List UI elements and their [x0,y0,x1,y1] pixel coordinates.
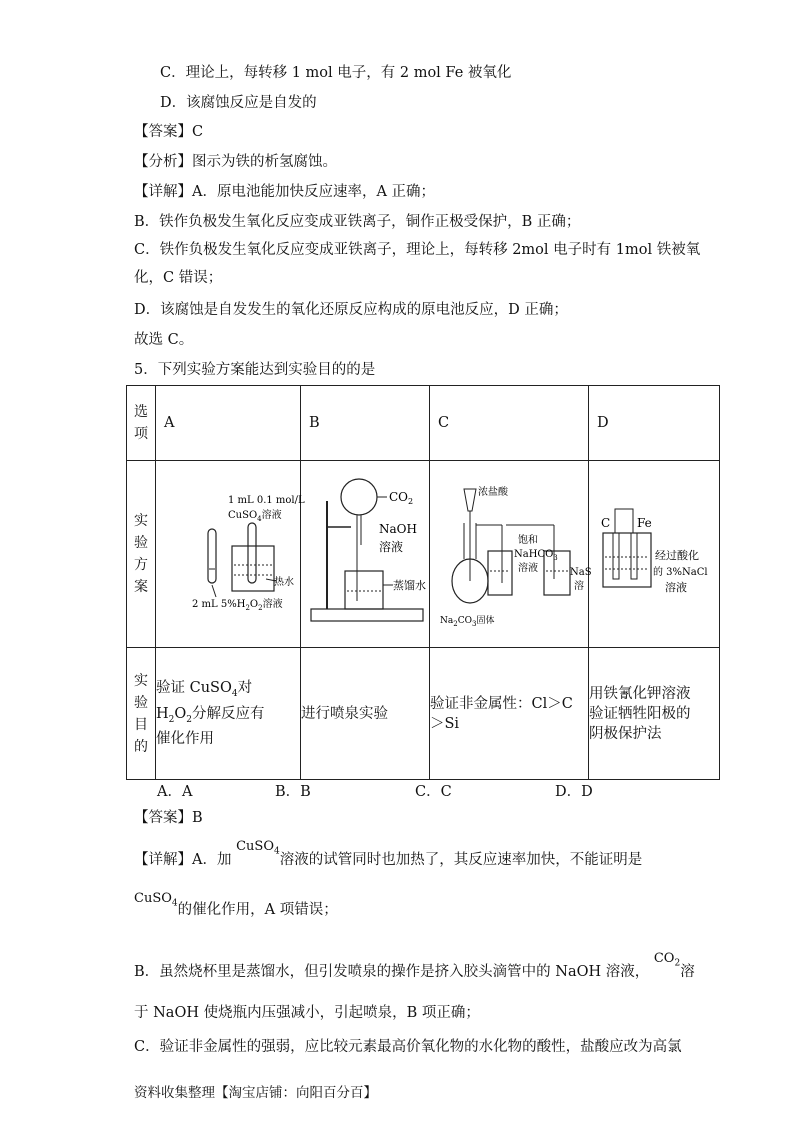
figure-b [301,461,430,648]
detail2-a2: CuSO$_4$的催化作用，A 项错误； [134,891,338,918]
detail-b: B．铁作负极发生氧化反应变成亚铁离子，铜作正极受保护，B 正确； [134,214,581,230]
target-b: 进行喷泉实验 [301,648,430,780]
detail-a: 【详解】A．原电池能加快反应速率，A 正确； [134,184,436,200]
header-d: D [597,415,609,431]
svg-text:溶液: 溶液 [665,581,687,594]
choice-b: B．B [275,784,311,800]
target-a: 验证 CuSO$_4$对 $H_2O_2$分解反应有 催化作用 [156,648,301,780]
choice-a: A．A [157,784,193,800]
option-d: D．该腐蚀反应是自发的 [160,95,317,111]
experiment-table [126,385,720,780]
svg-text:CO2: $CO_2$ [389,490,414,506]
svg-text:蒸馏水: 蒸馏水 [393,579,426,592]
header-c: C [438,415,450,431]
svg-text:饱和: 饱和 [518,535,538,546]
figure-d [589,461,720,648]
detail-d: D．该腐蚀是自发发生的氧化还原反应构成的原电池反应，D 正确； [134,302,568,318]
header-a: A [164,415,175,431]
figure-c [430,461,592,648]
svg-text:C: C [601,516,611,530]
svg-text:的 3%NaCl: 的 3%NaCl [653,567,708,578]
target-d: 用铁氰化钾溶液 验证牺牲阳极的 阴极保护法 [589,648,720,780]
detail-c1: C．铁作负极发生氧化反应变成亚铁离子，理论上，每转移 2mol 电子时有 1mol 铁被氧 [134,242,701,258]
detail2-a: 【详解】A．加 CuSO$_4$溶液的试管同时也加热了，其反应速率加快，不能证明是 [134,839,643,868]
detail2-c: C．验证非金属性的强弱，应比较元素最高价氧化物的水化物的酸性，盐酸应改为高氯 [134,1039,682,1055]
detail-c2: 化，C 错误； [134,270,223,286]
row-label-option: 选项 [127,386,156,461]
svg-text:NaS: NaS [570,567,592,578]
conclusion: 故选 C。 [134,332,194,348]
detail2-b1: B．虽然烧杯里是蒸馏水，但引发喷泉的操作是挤入胶头滴管中的 NaOH 溶液， $CO_2$溶 [134,951,695,980]
svg-text:Na2CO3固体: $Na_2CO_3$固体 [440,616,495,628]
svg-text:热水: 热水 [274,577,294,588]
analysis: 【分析】图示为铁的析氢腐蚀。 [134,154,337,170]
svg-text:NaHCO3: NaHCO$_3$ [514,549,558,562]
svg-text:浓盐酸: 浓盐酸 [478,487,508,498]
row-label-scheme: 实验方案 [127,461,156,648]
answer-label: 【答案】C [134,124,204,140]
target-c: 验证非金属性：Cl＞C ＞Si [430,648,589,780]
svg-text:溶液: 溶液 [379,540,404,554]
svg-text:NaOH: NaOH [379,522,417,536]
detail2-b2: 于 NaOH 使烧瓶内压强减小，引起喷泉，B 项正确； [134,1005,480,1021]
question-5: 5．下列实验方案能达到实验目的的是 [134,362,376,378]
svg-text:1 mL 0.1 mol/L: 1 mL 0.1 mol/L [228,495,305,506]
choice-d: D．D [555,784,593,800]
option-c: C．理论上，每转移 1 mol 电子，有 2 mol Fe 被氧化 [160,65,512,81]
header-b: B [309,415,320,431]
svg-text:Fe: Fe [637,516,652,530]
svg-text:2 mL 5%H2O2溶液: 2 mL $5\%H_2O_2$溶液 [192,599,283,612]
row-label-purpose: 实验目的 [127,648,156,780]
svg-text:溶: 溶 [574,581,584,592]
figure-a [156,461,305,648]
svg-text:经过酸化: 经过酸化 [655,549,699,562]
page-footer: 资料收集整理【淘宝店铺：向阳百分百】 [134,1085,377,1101]
svg-text:溶液: 溶液 [518,563,538,574]
svg-text:CuSO4溶液: CuSO$_4$溶液 [228,510,282,523]
choice-c: C．C [415,784,452,800]
answer-label-2: 【答案】B [134,810,203,826]
